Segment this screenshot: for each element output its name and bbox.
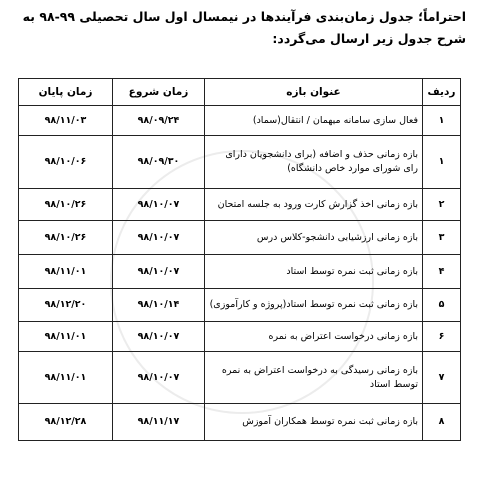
table-row [19, 255, 461, 289]
row-title: بازه زمانی ثبت نمره توسط استاد [205, 255, 423, 289]
row-end-date: ۹۸/۱۱/۰۱ [19, 255, 113, 289]
row-title: بازه زمانی ثبت نمره توسط استاد(پروژه و کارآموزی) [205, 289, 423, 322]
row-start-date: ۹۸/۱۰/۰۷ [113, 352, 205, 404]
row-start-date: ۹۸/۰۹/۳۰ [113, 136, 205, 189]
table-row [19, 289, 461, 322]
row-start-date: ۹۸/۱۰/۰۷ [113, 322, 205, 352]
row-end-date: ۹۸/۱۲/۲۰ [19, 289, 113, 322]
row-start-date: ۹۸/۱۰/۰۷ [113, 221, 205, 255]
row-start-date: ۹۸/۰۹/۲۴ [113, 106, 205, 136]
schedule-table [18, 78, 461, 441]
row-number: ۵ [423, 289, 461, 322]
row-start-date: ۹۸/۱۱/۱۷ [113, 404, 205, 441]
table-row [19, 221, 461, 255]
header-title: عنوان بازه [205, 79, 423, 106]
row-end-date: ۹۸/۱۰/۲۶ [19, 189, 113, 221]
table-row [19, 189, 461, 221]
row-end-date: ۹۸/۱۰/۰۶ [19, 136, 113, 189]
row-number: ۷ [423, 352, 461, 404]
table-row [19, 136, 461, 189]
row-end-date: ۹۸/۱۰/۲۶ [19, 221, 113, 255]
row-start-date: ۹۸/۱۰/۰۷ [113, 189, 205, 221]
row-start-date: ۹۸/۱۰/۱۴ [113, 289, 205, 322]
row-end-date: ۹۸/۱۲/۲۸ [19, 404, 113, 441]
row-end-date: ۹۸/۱۱/۰۱ [19, 352, 113, 404]
row-title: بازه زمانی اخذ گزارش کارت ورود به جلسه امتحان [205, 189, 423, 221]
row-title: بازه زمانی رسیدگی به درخواست اعتراض به نمره توسط استاد [205, 352, 423, 404]
row-number: ۲ [423, 189, 461, 221]
header-row-number: ردیف [423, 79, 461, 106]
row-title: بازه زمانی حذف و اضافه (برای دانشجویان دارای رای شورای موارد خاص دانشگاه) [205, 136, 423, 189]
header-end-time: زمان پایان [19, 79, 113, 106]
row-title: بازه زمانی ارزشیابی دانشجو-کلاس درس [205, 221, 423, 255]
row-number: ۳ [423, 221, 461, 255]
table-row [19, 352, 461, 404]
table-row [19, 404, 461, 441]
row-number: ۸ [423, 404, 461, 441]
row-end-date: ۹۸/۱۱/۰۳ [19, 106, 113, 136]
row-start-date: ۹۸/۱۰/۰۷ [113, 255, 205, 289]
intro-text: احتراماً؛ جدول زمان‌بندی فرآیندها در نیمسال اول سال تحصیلی ۹۹-۹۸ به شرح جدول زیر ارسال می‌گردد: [22, 9, 466, 46]
row-number: ۶ [423, 322, 461, 352]
row-title: فعال سازی سامانه میهمان / انتقال(سماد) [205, 106, 423, 136]
row-number: ۱ [423, 106, 461, 136]
row-title: بازه زمانی ثبت نمره توسط همکاران آموزش [205, 404, 423, 441]
table-header-row [19, 79, 461, 106]
header-start-time: زمان شروع [113, 79, 205, 106]
row-title: بازه زمانی درخواست اعتراض به نمره [205, 322, 423, 352]
row-end-date: ۹۸/۱۱/۰۱ [19, 322, 113, 352]
table-row [19, 322, 461, 352]
row-number: ۱ [423, 136, 461, 189]
table-row [19, 106, 461, 136]
row-number: ۴ [423, 255, 461, 289]
